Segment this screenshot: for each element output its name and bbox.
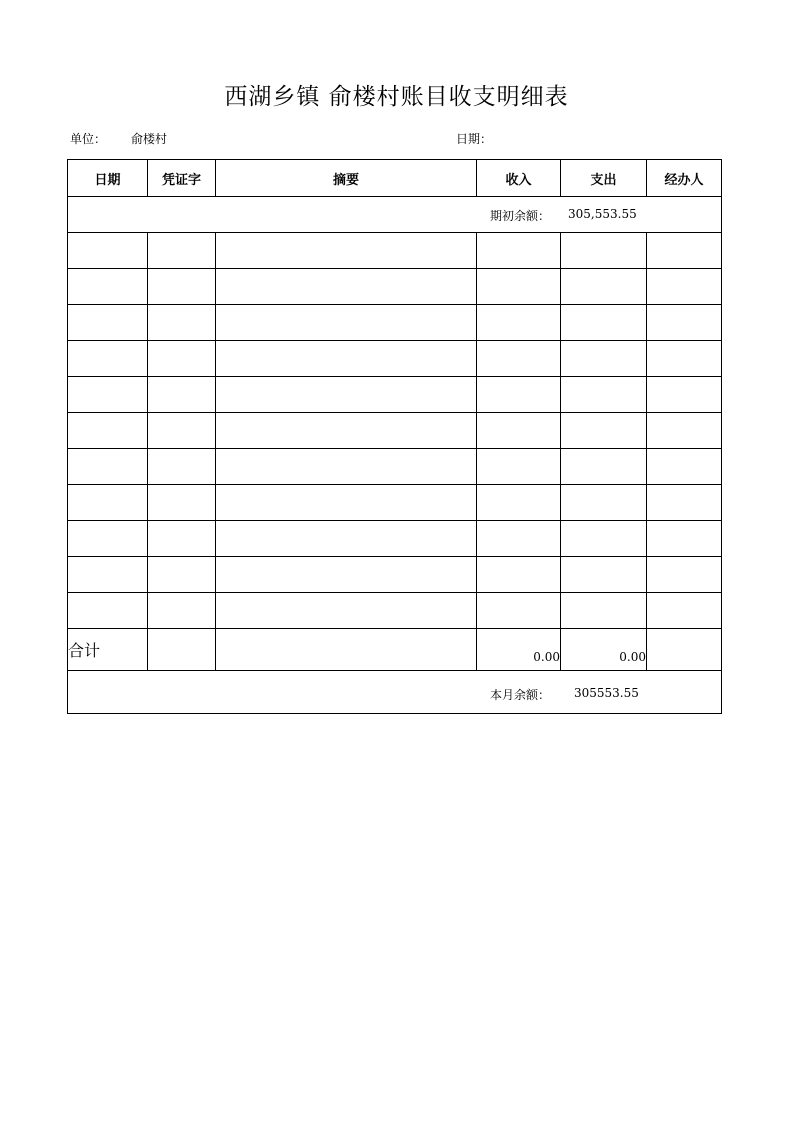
table-cell[interactable]	[148, 521, 216, 557]
ledger-table	[67, 159, 722, 714]
page-title: 西湖乡镇 俞楼村账目收支明细表	[224, 84, 569, 110]
header-row	[68, 160, 722, 197]
table-cell[interactable]	[647, 341, 722, 377]
closing-balance-row	[68, 671, 722, 714]
table-cell[interactable]	[148, 305, 216, 341]
unit-label: 单位：	[70, 132, 107, 146]
col-summary-header: 摘要	[216, 160, 477, 197]
table-cell[interactable]	[561, 485, 647, 521]
table-cell[interactable]	[216, 413, 477, 449]
table-cell[interactable]	[477, 593, 561, 629]
total-label: 合计	[68, 629, 148, 671]
table-row	[68, 269, 722, 305]
table-cell[interactable]	[477, 521, 561, 557]
table-cell[interactable]	[216, 305, 477, 341]
closing-balance-value: 305553.55	[574, 686, 639, 700]
table-row	[68, 233, 722, 269]
table-cell[interactable]	[148, 449, 216, 485]
table-cell[interactable]	[148, 557, 216, 593]
total-expense: 0.00	[561, 629, 647, 671]
table-cell[interactable]	[216, 593, 477, 629]
table-cell[interactable]	[68, 521, 148, 557]
table-cell[interactable]	[68, 449, 148, 485]
table-cell[interactable]	[561, 305, 647, 341]
table-cell[interactable]	[216, 521, 477, 557]
table-cell[interactable]	[148, 341, 216, 377]
table-row	[68, 305, 722, 341]
table-cell[interactable]	[68, 593, 148, 629]
table-cell[interactable]	[148, 593, 216, 629]
total-income: 0.00	[477, 629, 561, 671]
closing-balance-label: 本月余额：	[490, 688, 551, 702]
table-cell[interactable]	[216, 233, 477, 269]
table-cell[interactable]	[216, 485, 477, 521]
table-row	[68, 593, 722, 629]
table-cell[interactable]	[647, 485, 722, 521]
table-cell[interactable]	[647, 629, 722, 671]
opening-balance-row	[68, 197, 722, 233]
col-voucher-header: 凭证字	[148, 160, 216, 197]
table-cell[interactable]	[148, 269, 216, 305]
table-cell[interactable]	[647, 449, 722, 485]
table-cell[interactable]	[216, 557, 477, 593]
table-row	[68, 557, 722, 593]
table-cell[interactable]	[561, 449, 647, 485]
table-row	[68, 341, 722, 377]
table-cell[interactable]	[216, 449, 477, 485]
table-row	[68, 377, 722, 413]
table-cell[interactable]	[561, 233, 647, 269]
table-cell[interactable]	[477, 557, 561, 593]
table-cell[interactable]	[561, 341, 647, 377]
col-income-header: 收入	[477, 160, 561, 197]
table-cell[interactable]	[148, 485, 216, 521]
table-cell[interactable]	[68, 485, 148, 521]
table-cell[interactable]	[148, 233, 216, 269]
table-cell[interactable]	[216, 629, 477, 671]
table-cell[interactable]	[647, 413, 722, 449]
table-cell[interactable]	[477, 485, 561, 521]
unit-value: 俞楼村	[131, 132, 168, 146]
table-cell[interactable]	[477, 449, 561, 485]
col-expense-header: 支出	[561, 160, 647, 197]
table-row	[68, 521, 722, 557]
table-cell[interactable]	[148, 377, 216, 413]
table-row	[68, 449, 722, 485]
table-cell[interactable]	[148, 413, 216, 449]
table-cell[interactable]	[561, 593, 647, 629]
table-cell[interactable]	[477, 341, 561, 377]
table-cell[interactable]	[216, 269, 477, 305]
table-cell[interactable]	[68, 557, 148, 593]
col-handler-header: 经办人	[647, 160, 722, 197]
table-row	[68, 485, 722, 521]
col-date-header: 日期	[68, 160, 148, 197]
table-cell[interactable]	[148, 629, 216, 671]
table-cell[interactable]	[477, 305, 561, 341]
table-cell[interactable]	[647, 377, 722, 413]
table-cell[interactable]	[561, 269, 647, 305]
table-row	[68, 413, 722, 449]
table-cell[interactable]	[561, 377, 647, 413]
table-cell[interactable]	[561, 521, 647, 557]
table-cell[interactable]	[68, 377, 148, 413]
table-cell[interactable]	[68, 269, 148, 305]
table-cell[interactable]	[68, 413, 148, 449]
table-cell[interactable]	[477, 233, 561, 269]
table-cell[interactable]	[68, 341, 148, 377]
table-cell[interactable]	[561, 557, 647, 593]
opening-balance-label: 期初余额：	[490, 209, 551, 223]
table-cell[interactable]	[647, 305, 722, 341]
table-cell[interactable]	[647, 557, 722, 593]
table-cell[interactable]	[68, 305, 148, 341]
table-cell[interactable]	[561, 413, 647, 449]
table-cell[interactable]	[216, 377, 477, 413]
table-cell[interactable]	[647, 521, 722, 557]
table-cell[interactable]	[477, 377, 561, 413]
table-cell[interactable]	[647, 233, 722, 269]
total-row	[68, 629, 722, 671]
table-cell[interactable]	[477, 269, 561, 305]
opening-balance-value: 305,553.55	[568, 207, 637, 221]
table-cell[interactable]	[477, 413, 561, 449]
date-label: 日期：	[456, 132, 493, 146]
table-cell[interactable]	[647, 593, 722, 629]
table-cell[interactable]	[647, 269, 722, 305]
table-cell[interactable]	[216, 341, 477, 377]
table-cell[interactable]	[68, 233, 148, 269]
